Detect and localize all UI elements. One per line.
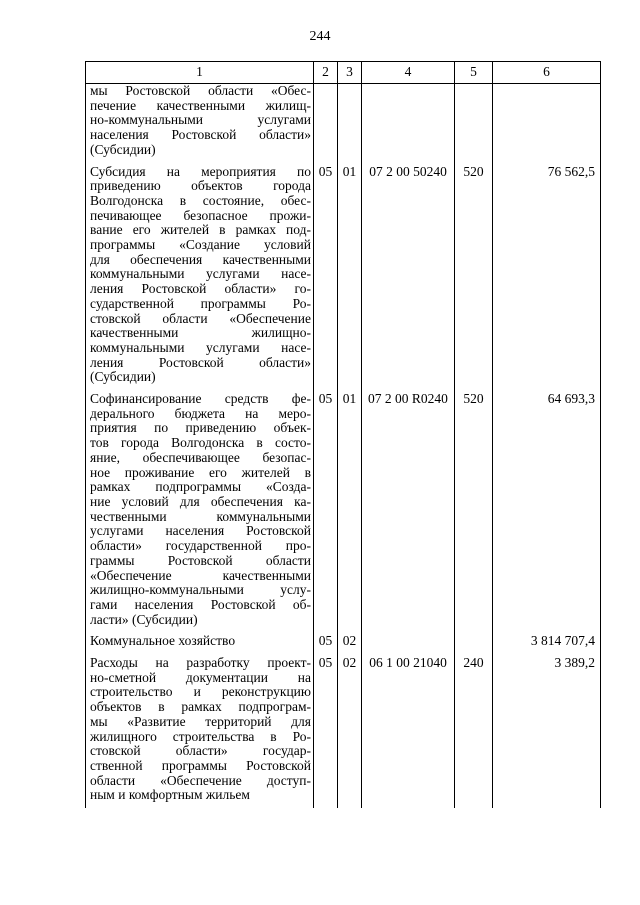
row-description <box>86 84 314 163</box>
row-target-article-code: 07 2 00 50240 <box>362 163 455 391</box>
description-line: стовской области «Обеспечение <box>90 310 311 326</box>
description-line: для обеспечения качественными <box>90 251 311 267</box>
description-line: сударственной программы Ро- <box>90 295 311 311</box>
column-header-1: 1 <box>86 62 314 84</box>
row-subsection-code: 02 <box>338 654 362 808</box>
description-line: вание его жителей в рамках под- <box>90 222 311 238</box>
description-line: ние условий для обеспечения ка- <box>90 493 311 509</box>
row-amount: 64 693,3 <box>493 390 601 632</box>
description-line: стовской области» государ- <box>90 743 311 759</box>
description-line: ласти» (Субсидии) <box>90 611 198 627</box>
description-line: области» государственной про- <box>90 538 311 554</box>
description-line: ственной программы Ростовской <box>90 757 311 773</box>
description-line: Волгодонска в состояние, обес- <box>90 192 311 208</box>
description-line: Расходы на разработку проект- <box>90 655 311 671</box>
description-line: яние, обеспечивающее безопас- <box>90 449 311 465</box>
row-target-article-code <box>362 632 455 654</box>
row-expense-type-code: 240 <box>455 654 493 808</box>
row-subsection-code <box>338 84 362 163</box>
row-expense-type-code <box>455 84 493 163</box>
table-body <box>86 84 601 809</box>
table-row <box>86 390 601 632</box>
description-line: области «Обеспечение доступ- <box>90 772 311 788</box>
row-description <box>86 654 314 808</box>
row-target-article-code: 06 1 00 21040 <box>362 654 455 808</box>
description-line: Субсидия на мероприятия по <box>90 163 311 179</box>
row-section-code: 05 <box>314 163 338 391</box>
row-subsection-code: 02 <box>338 632 362 654</box>
row-target-article-code: 07 2 00 R0240 <box>362 390 455 632</box>
row-description <box>86 163 314 391</box>
description-line: Софинансирование средств фе- <box>90 391 311 407</box>
column-header-4: 4 <box>362 62 455 84</box>
row-subsection-code: 01 <box>338 163 362 391</box>
page-number: 244 <box>309 29 331 44</box>
row-target-article-code <box>362 84 455 163</box>
row-amount: 3 389,2 <box>493 654 601 808</box>
row-expense-type-code: 520 <box>455 390 493 632</box>
description-line: жилищного строительства в Ро- <box>90 728 311 744</box>
column-header-3: 3 <box>338 62 362 84</box>
table-row <box>86 654 601 808</box>
description-line: печение качественными жилищ- <box>90 97 311 113</box>
description-line: мы «Развитие территорий для <box>90 713 311 729</box>
row-section-code <box>314 84 338 163</box>
table-row <box>86 84 601 163</box>
description-line: печивающее безопасное прожи- <box>90 207 311 223</box>
description-line: граммы Ростовской области <box>90 552 311 568</box>
table-header-row <box>86 62 601 84</box>
description-line: населения Ростовской области» <box>90 127 311 143</box>
description-line: ным и комфортным жильем <box>90 787 250 803</box>
description-line: коммунальными услугами насе- <box>90 339 311 355</box>
description-line: тов города Волгодонска в состо- <box>90 435 311 451</box>
description-line: чественными коммунальными <box>90 508 311 524</box>
row-amount: 76 562,5 <box>493 163 601 391</box>
row-subsection-code: 01 <box>338 390 362 632</box>
description-line: «Обеспечение качественными <box>90 567 311 583</box>
row-description <box>86 632 314 654</box>
description-line: приятия по приведению объек- <box>90 420 311 436</box>
description-line: дерального бюджета на меро- <box>90 405 311 421</box>
description-line: мы Ростовской области «Обес- <box>90 83 311 98</box>
description-line: ное проживание его жителей в <box>90 464 311 480</box>
description-line: жилищно-коммунальными услу- <box>90 582 311 598</box>
description-line: рамках подпрограммы «Созда- <box>90 479 311 495</box>
table-row <box>86 632 601 654</box>
description-line: объектов в рамках подпрограм- <box>90 699 311 715</box>
row-amount: 3 814 707,4 <box>493 632 601 654</box>
table-row <box>86 163 601 391</box>
column-header-2: 2 <box>314 62 338 84</box>
description-line: (Субсидии) <box>90 141 156 157</box>
row-section-code: 05 <box>314 390 338 632</box>
description-line: строительство и реконструкцию <box>90 684 311 700</box>
description-line: но-сметной документации на <box>90 669 311 685</box>
description-line: Коммунальное хозяйство <box>90 633 236 649</box>
column-header-5: 5 <box>455 62 493 84</box>
row-description <box>86 390 314 632</box>
row-section-code: 05 <box>314 632 338 654</box>
description-line: программы «Создание условий <box>90 237 311 253</box>
description-line: услугами населения Ростовской <box>90 523 311 539</box>
row-amount <box>493 84 601 163</box>
description-line: коммунальными услугами насе- <box>90 266 311 282</box>
description-line: гами населения Ростовской об- <box>90 596 311 612</box>
description-line: качественными жилищно- <box>90 325 311 341</box>
description-line: приведению объектов города <box>90 178 311 194</box>
row-expense-type-code <box>455 632 493 654</box>
description-line: ления Ростовской области» го- <box>90 281 311 297</box>
column-header-6: 6 <box>493 62 601 84</box>
budget-table <box>85 61 601 808</box>
description-line: но-коммунальными услугами <box>90 112 311 128</box>
description-line: ления Ростовской области» <box>90 354 311 370</box>
row-expense-type-code: 520 <box>455 163 493 391</box>
description-line: (Субсидии) <box>90 369 156 385</box>
row-section-code: 05 <box>314 654 338 808</box>
